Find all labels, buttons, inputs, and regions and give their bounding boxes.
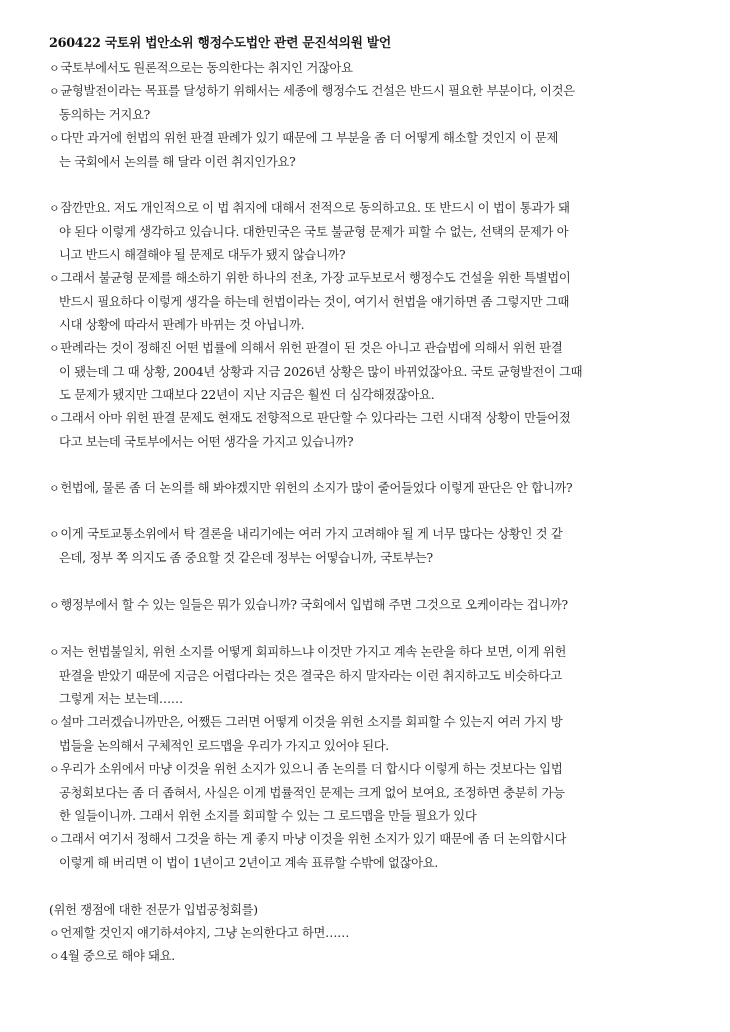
- statement-line: [49, 922, 719, 946]
- statement-line: [49, 805, 719, 829]
- statement-line: [49, 431, 719, 455]
- statement-paragraph: [49, 711, 719, 758]
- statement-text: 야 된다 이렇게 생각하고 있습니다. 대한민국은 국토 불균형 문제가 피할 수 없는, 선택의 문제가 아: [59, 224, 569, 239]
- statement-text: 판결을 받았기 때문에 지금은 어렵다라는 것은 결국은 하지 말자라는 이런 취지하고도 비슷하다고: [59, 668, 562, 683]
- bullet-icon: ㅇ: [49, 412, 60, 425]
- statement-text: 판례라는 것이 정해진 어떤 법률에 의해서 위헌 판결이 된 것은 아니고 관습법에 의해서 위헌 판결: [60, 341, 563, 355]
- statement-paragraph: [49, 197, 719, 268]
- statement-text: 저는 헌법불일치, 위헌 소지를 어떻게 회피하느냐 이것만 가지고 계속 논란을 하다 보면, 이게 위헌: [60, 645, 567, 659]
- statement-text: 은데, 정부 쪽 의지도 좀 중요할 것 같은데 정부는 어떻습니까, 국토부는?: [59, 550, 433, 565]
- statement-paragraph: [49, 523, 719, 570]
- statement-line: [49, 80, 719, 104]
- note-text: (위헌 쟁점에 대한 전문가 입법공청회를): [49, 903, 258, 917]
- statement-line: [49, 221, 719, 245]
- bullet-icon: ㅇ: [49, 85, 60, 98]
- bullet-icon: ㅇ: [49, 646, 60, 659]
- bullet-icon: ㅇ: [49, 342, 60, 355]
- statement-text: 이게 국토교통소위에서 탁 결론을 내리기에는 여러 가지 고려해야 될 게 너무 많다는 상황인 것 같: [60, 527, 563, 541]
- statement-text: 반드시 필요하다 이렇게 생각을 하는데 헌법이라는 것이, 여기서 헌법을 얘기하면 좀 그렇지만 그때: [59, 294, 570, 309]
- statement-paragraph: [49, 641, 719, 712]
- bullet-icon: ㅇ: [49, 927, 60, 940]
- statement-text: 우리가 소위에서 마냥 이것을 위헌 소지가 있으니 좀 논의를 더 합시다 이렇게 하는 것보다는 입법: [60, 762, 563, 776]
- statement-line: [49, 945, 719, 969]
- statement-text: 도 문제가 됐지만 그때보다 22년이 지난 지금은 훨씬 더 심각해졌잖아요.: [59, 388, 435, 402]
- statement-text: 그렇게 저는 보는데……: [59, 692, 183, 706]
- statement-line: [49, 758, 719, 782]
- statement-line: [49, 594, 719, 618]
- statement-paragraph: [49, 828, 719, 875]
- bracket-note: [49, 899, 719, 923]
- statement-line: [49, 57, 719, 81]
- bullet-icon: ㅇ: [49, 599, 60, 612]
- statement-text: 균형발전이라는 목표를 달성하기 위해서는 세종에 행정수도 건설은 반드시 필요한 부분이다, 이것은: [60, 84, 575, 98]
- statement-text: 설마 그러겠습니까만은, 어쨌든 그러면 어떻게 이것을 위헌 소지를 회피할 수 있는지 여러 가지 방: [60, 715, 563, 729]
- statement-text: 니고 반드시 해결해야 될 문제로 대두가 됐지 않습니까?: [59, 248, 346, 262]
- statement-line: [49, 197, 719, 221]
- bullet-icon: ㅇ: [49, 62, 60, 75]
- statement-paragraph: [49, 477, 719, 501]
- bullet-icon: ㅇ: [49, 763, 60, 776]
- statement-line: [49, 477, 719, 501]
- statement-paragraph: [49, 407, 719, 454]
- statement-line: [49, 384, 719, 408]
- statement-text: 이 됐는데 그 때 상황, 2004년 상황과 지금 2026년 상황은 많이 바뀌었잖아요. 국토 균형발전이 그때: [59, 364, 583, 379]
- statement-paragraph: [49, 337, 719, 408]
- statement-paragraph: [49, 80, 719, 127]
- statement-line: [49, 547, 719, 571]
- statement-line: [49, 828, 719, 852]
- statement-line: [49, 104, 719, 128]
- statement-line: [49, 267, 719, 291]
- statement-line: [49, 361, 719, 385]
- statement-text: 잠깐만요. 저도 개인적으로 이 법 취지에 대해서 전적으로 동의하고요. 또 반드시 이 법이 통과가 돼: [60, 201, 570, 215]
- statement-line: [49, 337, 719, 361]
- bullet-icon: ㅇ: [49, 950, 60, 963]
- statement-text: 언제할 것인지 얘기하셔야지, 그냥 논의한다고 하면……: [60, 926, 350, 940]
- statement-text: 4월 중으로 해야 돼요.: [60, 949, 175, 963]
- statement-line: [49, 314, 719, 338]
- statement-text: 는 국회에서 논의를 해 달라 이런 취지인가요?: [59, 154, 296, 169]
- document-title: 260422 국토위 법안소위 행정수도법안 관련 문진석의원 발언: [49, 36, 391, 51]
- statement-text: 그래서 아마 위헌 판결 문제도 현재도 전향적으로 판단할 수 있다라는 그런 시대적 상황이 만들어졌: [60, 411, 571, 425]
- statement-paragraph: [49, 127, 719, 174]
- statement-line: [49, 665, 719, 689]
- bullet-icon: ㅇ: [49, 833, 60, 846]
- bullet-icon: ㅇ: [49, 482, 60, 495]
- statement-line: [49, 688, 719, 712]
- statement-line: [49, 782, 719, 806]
- statement-line: [49, 641, 719, 665]
- statement-text: 다만 과거에 헌법의 위헌 판결 판례가 있기 때문에 그 부분을 좀 더 어떻게 해소할 것인지 이 문제: [60, 131, 559, 145]
- closing-statement: [49, 922, 719, 946]
- statement-line: [49, 151, 719, 175]
- bullet-icon: ㅇ: [49, 272, 60, 285]
- statement-line: [49, 735, 719, 759]
- bullet-icon: ㅇ: [49, 528, 60, 541]
- closing-statement: [49, 945, 719, 969]
- statement-text: 동의하는 거지요?: [59, 107, 150, 122]
- statement-line: [49, 523, 719, 547]
- statement-line: [49, 852, 719, 876]
- bullet-icon: ㅇ: [49, 202, 60, 215]
- statement-paragraph: [49, 267, 719, 338]
- statement-paragraph: [49, 594, 719, 618]
- statement-text: 이렇게 해 버리면 이 법이 1년이고 2년이고 계속 표류할 수밖에 없잖아요.: [59, 855, 438, 870]
- statement-text: 공청회보다는 좀 더 좁혀서, 사실은 이게 법률적인 문제는 크게 없어 보여요, 조정하면 충분히 가능: [59, 785, 565, 800]
- statement-line: [49, 291, 719, 315]
- bullet-icon: ㅇ: [49, 132, 60, 145]
- statement-line: [49, 711, 719, 735]
- bullet-icon: ㅇ: [49, 716, 60, 729]
- statement-text: 시대 상황에 따라서 판례가 바뀌는 것 아닙니까.: [59, 318, 305, 332]
- statement-text: 행정부에서 할 수 있는 일들은 뭐가 있습니까? 국회에서 입법해 주면 그것으로 오케이라는 겁니까?: [60, 598, 568, 612]
- statement-paragraph: [49, 57, 719, 81]
- statement-text: 그래서 여기서 정해서 그것을 하는 게 좋지 마냥 이것을 위헌 소지가 있기 때문에 좀 더 논의합시다: [60, 832, 567, 846]
- statement-line: [49, 407, 719, 431]
- statement-text: 한 일들이니까. 그래서 위헌 소지를 회피할 수 있는 그 로드맵을 만들 필요가 있다: [59, 809, 477, 823]
- statement-line: [49, 127, 719, 151]
- statement-text: 그래서 불균형 문제를 해소하기 위한 하나의 전초, 가장 교두보로서 행정수도 건설을 위한 특별법이: [60, 271, 571, 285]
- statement-text: 다고 보는데 국토부에서는 어떤 생각을 가지고 있습니까?: [59, 434, 354, 449]
- statement-text: 법들을 논의해서 구체적인 로드맵을 우리가 가지고 있어야 된다.: [59, 738, 389, 753]
- statement-line: [49, 244, 719, 268]
- statement-text: 헌법에, 물론 좀 더 논의를 해 봐야겠지만 위헌의 소지가 많이 줄어들었다 이렇게 판단은 안 합니까?: [60, 481, 573, 495]
- statement-text: 국토부에서도 원론적으로는 동의한다는 취지인 거잖아요: [60, 61, 353, 75]
- statement-paragraph: [49, 758, 719, 829]
